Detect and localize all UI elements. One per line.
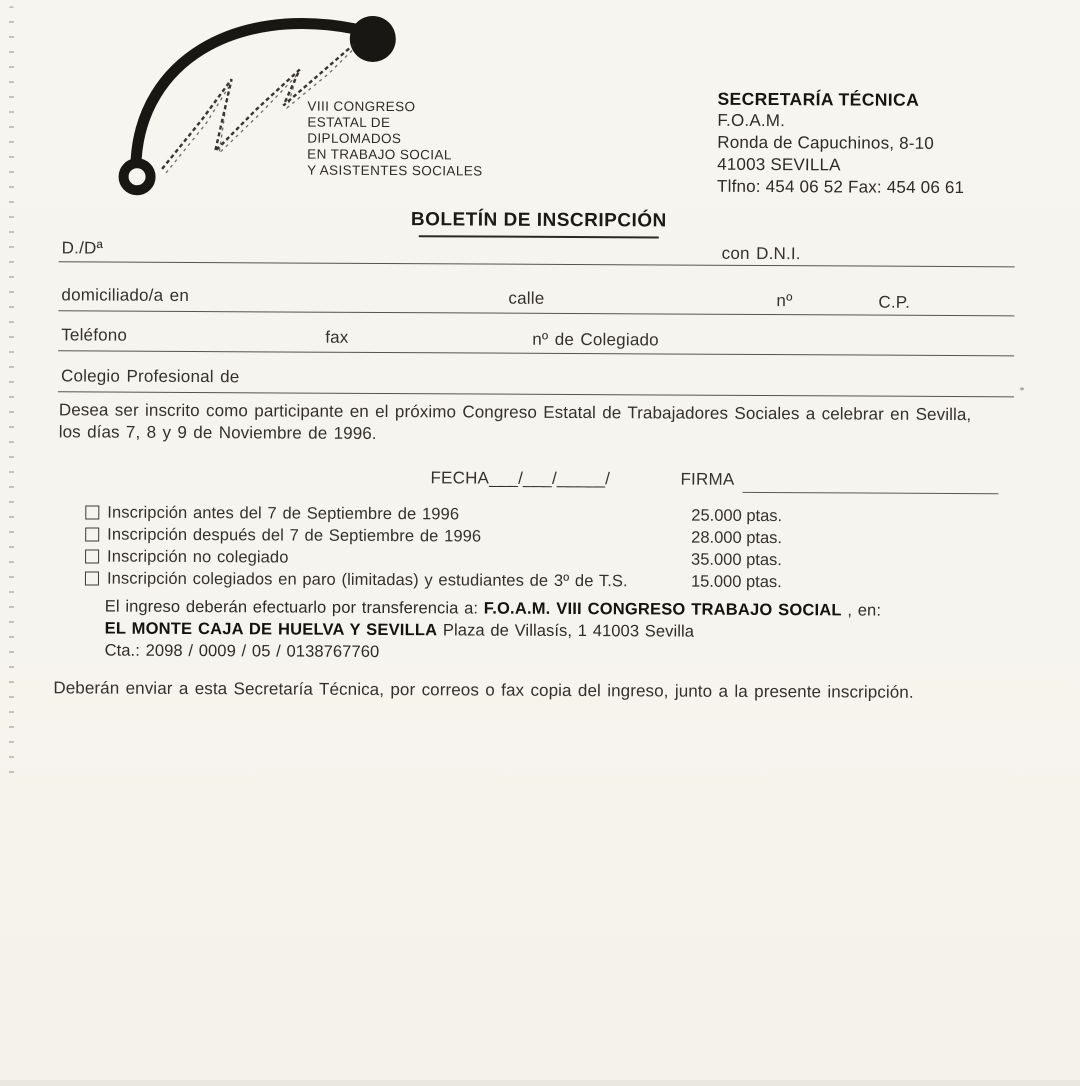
date-label: FECHA <box>430 468 489 487</box>
number-label: nº <box>776 291 792 311</box>
logo-line: DIPLOMADOS <box>307 131 483 148</box>
member-number-label: nº de Colegiado <box>532 330 659 351</box>
phone-write-line <box>58 350 1014 356</box>
checkbox-icon[interactable] <box>85 505 99 519</box>
date-blanks: ___/___/_____/ <box>489 469 610 489</box>
form-title: BOLETÍN DE INSCRIPCIÓN <box>369 209 709 233</box>
footer-note: Deberán enviar a esta Secretaría Técnica, por correos o fax copia del ingreso, junto a la presente inscripción. <box>53 678 913 703</box>
checkbox-icon[interactable] <box>85 549 99 563</box>
secretaria-title: SECRETARÍA TÉCNICA <box>717 88 964 111</box>
payment-bank-name: EL MONTE CAJA DE HUELVA Y SEVILLA <box>105 620 438 640</box>
option-price: 35.000 ptas. <box>691 551 782 570</box>
logo-line: VIII CONGRESO <box>307 99 483 116</box>
logo-text <box>307 99 483 180</box>
logo-line: Y ASISTENTES SOCIALES <box>307 163 483 180</box>
payment-bank-address: Plaza de Villasís, 1 41003 Sevilla <box>437 621 694 640</box>
secretaria-address2: 41003 SEVILLA <box>717 154 964 177</box>
signature-write-line <box>742 492 998 494</box>
option-label: Inscripción colegiados en paro (limitadas) y estudiantes de 3º de T.S. <box>107 570 628 592</box>
street-label: calle <box>508 289 544 309</box>
logo-line: EN TRABAJO SOCIAL <box>307 147 483 164</box>
option-price: 28.000 ptas. <box>691 529 782 548</box>
phone-label: Teléfono <box>61 325 127 345</box>
option-label: Inscripción después del 7 de Septiembre de 1996 <box>107 526 481 547</box>
address-label: domiciliado/a en <box>61 285 189 306</box>
college-label: Colegio Profesional de <box>61 366 240 387</box>
secretaria-address1: Ronda de Capuchinos, 8-10 <box>717 132 964 155</box>
date-field <box>430 468 610 489</box>
college-write-line <box>58 391 1014 397</box>
payment-line1-suffix: , en: <box>842 601 881 619</box>
fax-label: fax <box>325 328 348 348</box>
name-dni-write-line <box>59 261 1015 267</box>
postal-code-label: C.P. <box>878 293 910 313</box>
statement-line2: los días 7, 8 y 9 de Noviembre de 1996. <box>59 422 377 444</box>
name-label: D./Dª <box>62 238 103 258</box>
secretaria-block <box>717 88 965 199</box>
option-label: Inscripción antes del 7 de Septiembre de 1996 <box>107 504 459 525</box>
option-price: 15.000 ptas. <box>691 573 782 592</box>
option-label: Inscripción no colegiado <box>107 548 289 568</box>
payment-line2 <box>105 620 695 642</box>
payment-beneficiary: F.O.A.M. VIII CONGRESO TRABAJO SOCIAL <box>484 600 842 620</box>
dni-label: con D.N.I. <box>722 244 801 264</box>
signature-label: FIRMA <box>680 470 734 490</box>
form-title-underline <box>419 235 659 238</box>
checkbox-icon[interactable] <box>85 527 99 541</box>
secretaria-org: F.O.A.M. <box>717 110 964 133</box>
payment-account-number: Cta.: 2098 / 0009 / 05 / 0138767760 <box>105 642 380 662</box>
checkbox-icon[interactable] <box>85 571 99 585</box>
payment-line1 <box>105 598 881 621</box>
logo-line: ESTATAL DE <box>307 115 483 132</box>
scan-speck <box>1020 387 1024 390</box>
payment-line1-prefix: El ingreso deberán efectuarlo por transferencia a: <box>105 598 484 618</box>
address-write-line <box>58 310 1014 316</box>
statement-line1: Desea ser inscrito como participante en el próximo Congreso Estatal de Trabajadores Sociales a celebrar en Sevilla, <box>59 400 971 425</box>
option-price: 25.000 ptas. <box>691 507 782 526</box>
secretaria-phone-fax: Tlfno: 454 06 52 Fax: 454 06 61 <box>717 176 964 199</box>
